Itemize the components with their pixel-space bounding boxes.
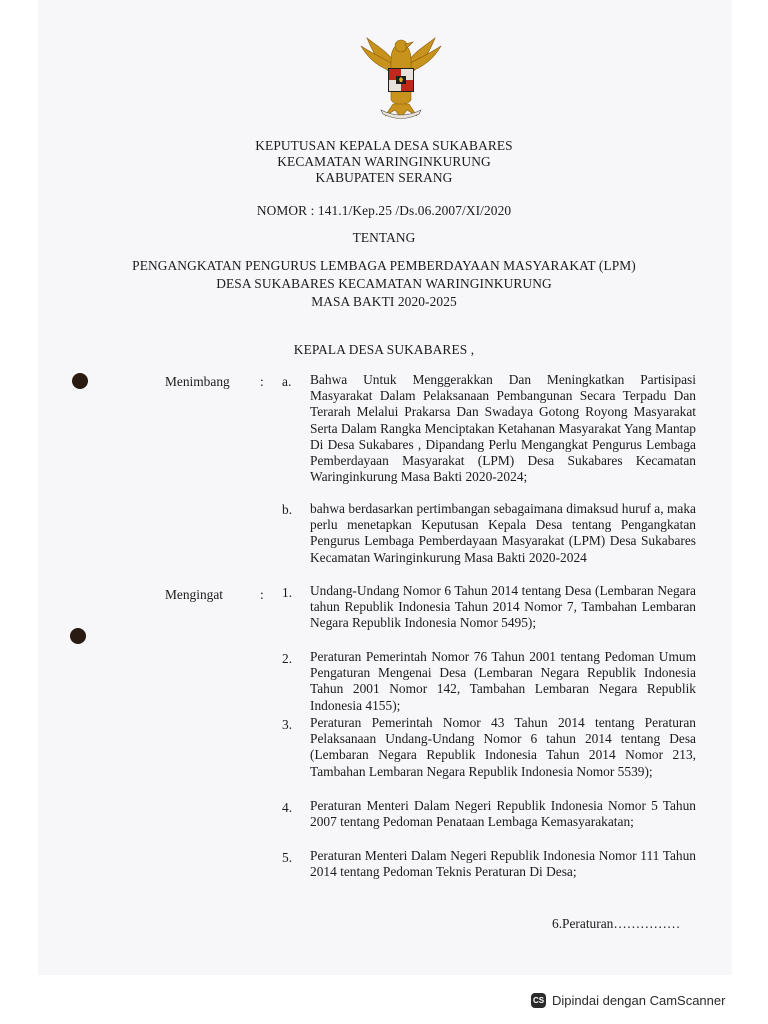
menimbang-mark-a: a.	[282, 374, 292, 389]
camscanner-badge	[531, 990, 725, 1010]
mengingat-mark-5: 5.	[282, 850, 293, 865]
mengingat-item-3: Peraturan Pemerintah Nomor 43 Tahun 2014 tentang Peraturan Pelaksanaan Undang-Undang Nomor 6 tahun 2014 tentang Desa (Lembaran Negara Republik Indonesia Tahun 2014 Nomor 213, Tambahan Lembaran Negara Republik Indonesia Nomor 5539);	[310, 715, 696, 779]
menimbang-item-b: bahwa berdasarkan pertimbangan sebagaimana dimaksud huruf a, maka perlu menetapkan Keputusan Kepala Desa tentang Pengangkatan Pengurus Lembaga Pemberdayaan Masyarakat (LPM) Desa Sukabares Kecamatan Waringinkurung Masa Bakti 2020-2024	[310, 501, 696, 565]
camscanner-text: Dipindai dengan CamScanner	[552, 992, 726, 1008]
mengingat-item-5: Peraturan Menteri Dalam Negeri Republik Indonesia Nomor 111 Tahun 2014 tentang Pedoman Teknis Peraturan Di Desa;	[310, 848, 696, 880]
continuation-note: 6.Peraturan……………	[552, 916, 681, 931]
subject-line-1: PENGANGKATAN PENGURUS LEMBAGA PEMBERDAYAAN MASYARAKAT (LPM)	[132, 258, 636, 273]
mengingat-mark-2: 2.	[282, 651, 293, 666]
mengingat-colon: :	[260, 587, 264, 602]
decree-title: KEPUTUSAN KEPALA DESA SUKABARES	[255, 138, 513, 153]
decree-number: NOMOR : 141.1/Kep.25 /Ds.06.2007/XI/2020	[256, 203, 512, 218]
menimbang-colon: :	[260, 374, 264, 389]
mengingat-item-4: Peraturan Menteri Dalam Negeri Republik Indonesia Nomor 5 Tahun 2007 tentang Pedoman Penataan Lembaga Kemasyarakatan;	[310, 798, 696, 830]
tentang-label: TENTANG	[352, 230, 416, 245]
menimbang-label: Menimbang	[165, 374, 230, 389]
punch-hole-icon	[70, 628, 86, 644]
mengingat-mark-4: 4.	[282, 800, 293, 815]
menimbang-item-a: Bahwa Untuk Menggerakkan Dan Meningkatkan Partisipasi Masyarakat Dalam Pelaksanaan Pembangunan Secara Terpadu Dan Terarah Melalui Prakarsa Dan Swadaya Gotong Royong Masyarakat Serta Dalam Rangka Menciptakan Ketahanan Masyarakat Yang Mantap Di Desa Sukabares , Dipandang Perlu Mengangkat Pengurus Lembaga Pemberdayaan Masyarakat (LPM) Desa Sukabares Kecamatan Waringinkurung Masa Bakti 2020-2024;	[310, 372, 696, 485]
menimbang-mark-b: b.	[282, 502, 293, 517]
kecamatan-line: KECAMATAN WARINGINKURUNG	[277, 154, 491, 169]
garuda-emblem-icon	[355, 30, 447, 126]
subject-line-3: MASA BAKTI 2020-2025	[311, 294, 457, 309]
mengingat-item-2: Peraturan Pemerintah Nomor 76 Tahun 2001 tentang Pedoman Umum Pengaturan Mengenai Desa (Lembaran Negara Republik Indonesia Tahun 2001 Nomor 142, Tambahan Lembaran Negara Republik Indonesia 4155);	[310, 649, 696, 713]
camscanner-logo-icon: CS	[531, 993, 546, 1008]
kabupaten-line: KABUPATEN SERANG	[315, 170, 453, 185]
mengingat-mark-1: 1.	[282, 585, 293, 600]
subject-line-2: DESA SUKABARES KECAMATAN WARINGINKURUNG	[216, 276, 552, 291]
punch-hole-icon	[72, 373, 88, 389]
mengingat-mark-3: 3.	[282, 717, 293, 732]
mengingat-label: Mengingat	[165, 587, 224, 602]
mengingat-item-1: Undang-Undang Nomor 6 Tahun 2014 tentang Desa (Lembaran Negara tahun Republik Indonesia Tahun 2014 Nomor 7, Tambahan Lembaran Negara Republik Indonesia Nomor 5495);	[310, 583, 696, 631]
kepala-desa-heading: KEPALA DESA SUKABARES ,	[293, 342, 475, 357]
